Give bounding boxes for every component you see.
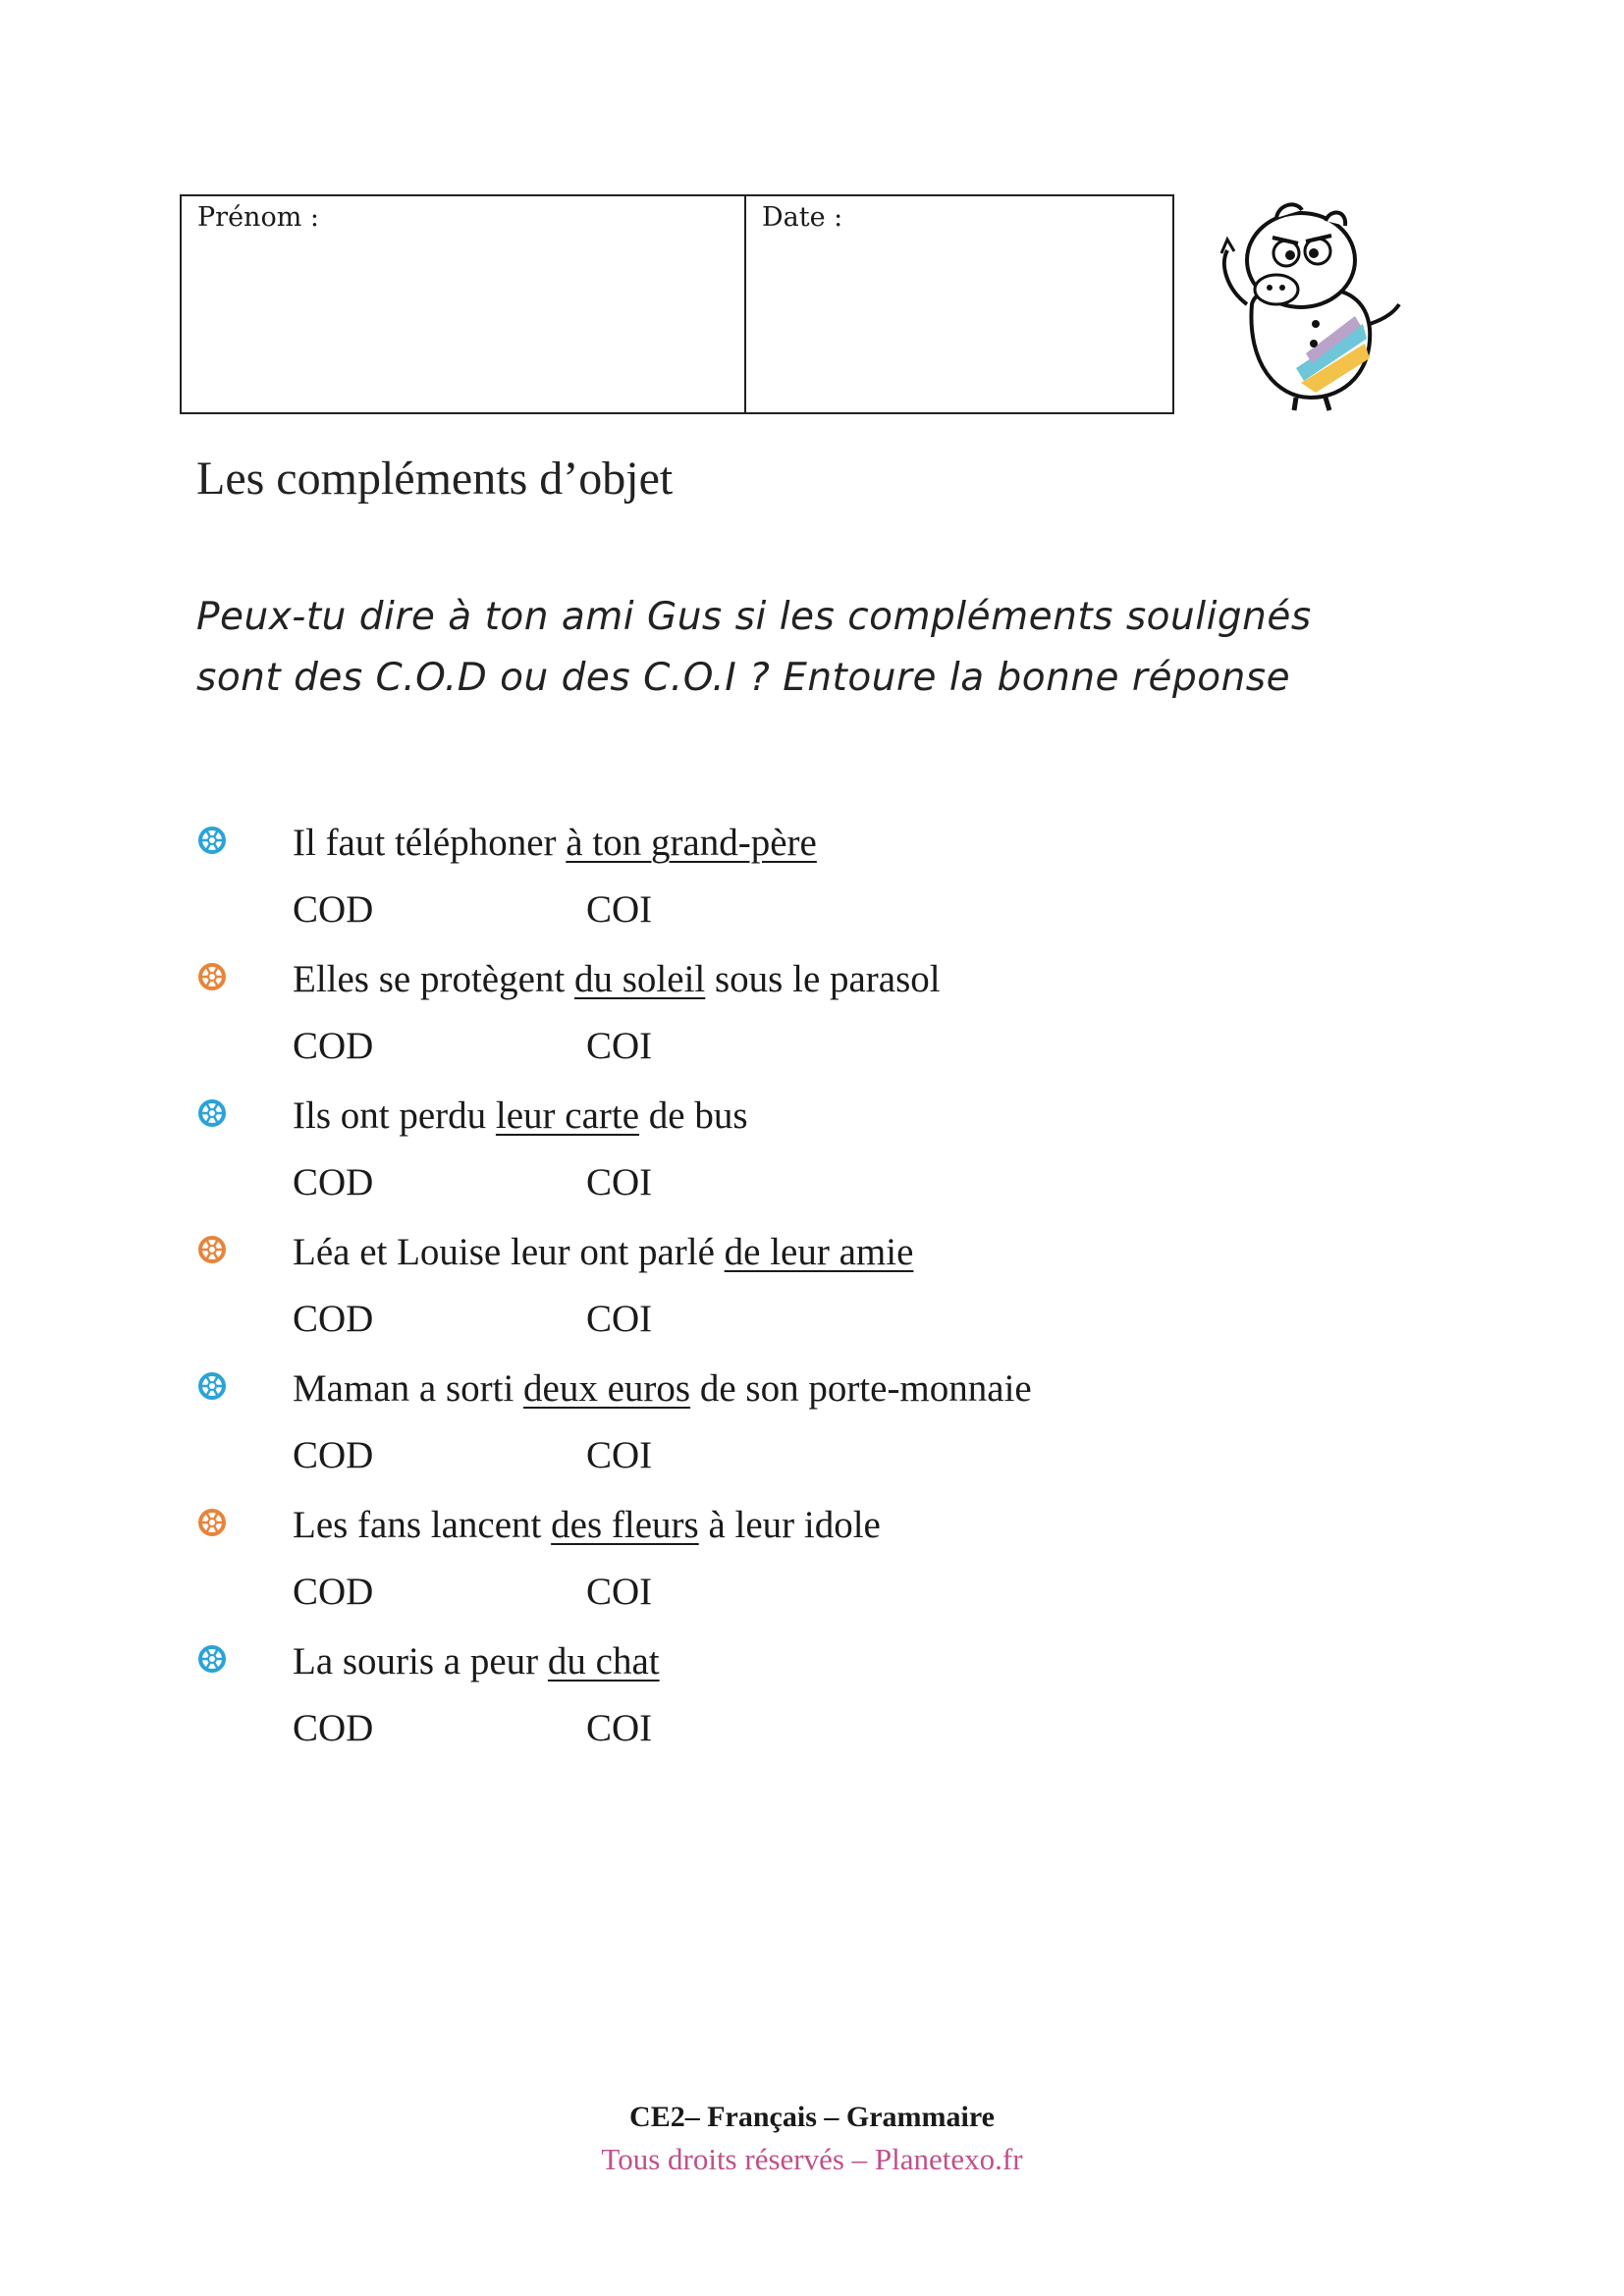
answer-option-cod[interactable]: COD (293, 1434, 374, 1476)
answer-option-coi[interactable]: COI (586, 1298, 653, 1340)
sentence-text: Elles se protègent (293, 958, 574, 1000)
underlined-complement: à ton grand-père (566, 822, 817, 864)
answer-option-cod[interactable]: COD (293, 1025, 374, 1067)
flower-bullet-icon (196, 1507, 228, 1538)
exercise-sentence (293, 1094, 748, 1138)
sentence-text: La souris a peur (293, 1640, 548, 1682)
answer-option-cod[interactable]: COD (293, 1161, 374, 1203)
footer-subject: CE2– Français – Grammaire (629, 2101, 995, 2133)
flower-bullet-icon (196, 961, 228, 992)
sentence-text: Ils ont perdu (293, 1095, 496, 1137)
answer-option-cod[interactable]: COD (293, 1571, 374, 1613)
prenom-label: Prénom : (197, 202, 319, 233)
answer-option-cod[interactable]: COD (293, 1298, 374, 1340)
gus-mascot-icon (1208, 196, 1414, 417)
underlined-complement: deux euros (523, 1367, 691, 1410)
sentence-text: à leur idole (698, 1504, 881, 1546)
exercise-sentence (293, 1366, 1032, 1411)
instruction-line-2: sont des C.O.D ou des C.O.I ? Entoure la bonne réponse (196, 656, 1291, 700)
sentence-text: Les fans lancent (293, 1504, 552, 1546)
exercise-sentence (293, 821, 817, 865)
sentence-text: Il faut téléphoner (293, 822, 567, 864)
instruction-text (196, 587, 1473, 709)
exercise-sentence (293, 957, 941, 1001)
answer-option-coi[interactable]: COI (586, 1161, 653, 1203)
answer-option-coi[interactable]: COI (586, 888, 653, 931)
flower-bullet-icon (196, 1234, 228, 1265)
answer-option-coi[interactable]: COI (586, 1025, 653, 1067)
date-label: Date : (762, 202, 843, 233)
exercise-sentence (293, 1230, 913, 1274)
underlined-complement: du soleil (574, 958, 706, 1000)
underlined-complement: des fleurs (551, 1504, 699, 1546)
sentence-text: sous le parasol (705, 958, 941, 1000)
answer-option-coi[interactable]: COI (586, 1707, 653, 1749)
flower-bullet-icon (196, 1370, 228, 1402)
answer-option-cod[interactable]: COD (293, 888, 374, 931)
sentence-text: Léa et Louise leur ont parlé (293, 1231, 725, 1273)
exercise-sentence (293, 1503, 881, 1547)
name-date-table (180, 194, 1174, 414)
instruction-line-1: Peux-tu dire à ton ami Gus si les compléments soulignés (196, 595, 1312, 639)
underlined-complement: leur carte (495, 1095, 640, 1137)
answer-option-cod[interactable]: COD (293, 1707, 374, 1749)
sentence-text: Maman a sorti (293, 1367, 524, 1410)
underlined-complement: du chat (547, 1640, 660, 1682)
sentence-text: de son porte-monnaie (690, 1367, 1032, 1410)
date-field[interactable] (746, 196, 1172, 412)
flower-bullet-icon (196, 1643, 228, 1675)
flower-bullet-icon (196, 1097, 228, 1129)
answer-option-coi[interactable]: COI (586, 1571, 653, 1613)
sentence-text: de bus (639, 1095, 748, 1137)
underlined-complement: de leur amie (724, 1231, 914, 1273)
prenom-field[interactable] (182, 196, 746, 412)
answer-option-coi[interactable]: COI (586, 1434, 653, 1476)
footer-copyright: Tous droits réservés – Planetexo.fr (601, 2142, 1023, 2176)
exercise-sentence (293, 1639, 660, 1683)
page-title: Les compléments d’objet (196, 453, 674, 505)
flower-bullet-icon (196, 825, 228, 856)
